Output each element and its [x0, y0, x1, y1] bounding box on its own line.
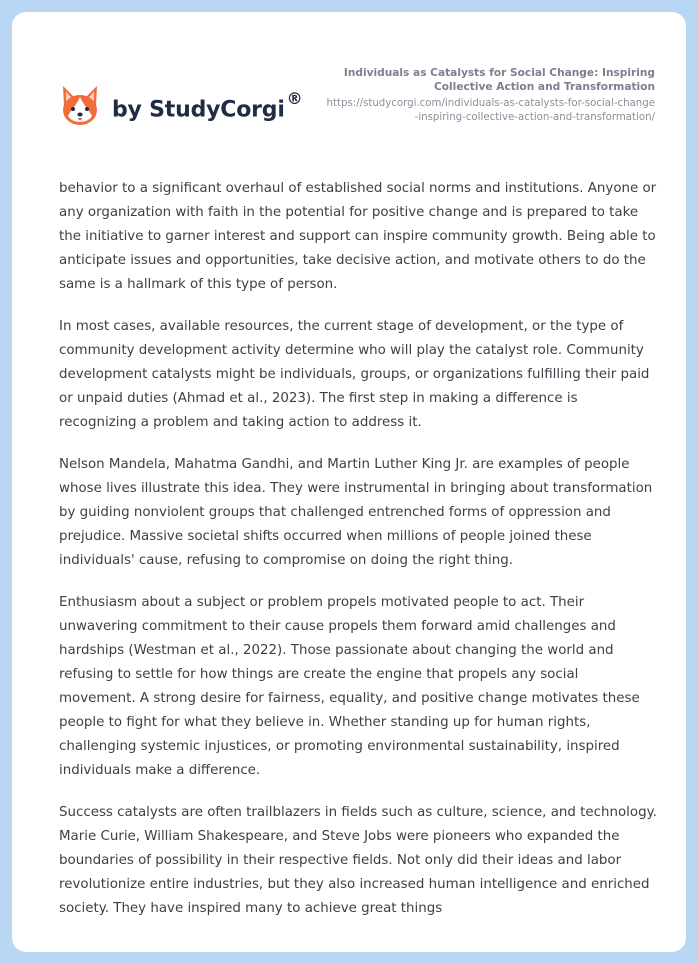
document-page — [12, 12, 686, 952]
paragraph: Success catalysts are often trailblazers in fields such as culture, science, and technology. Marie Curie, William Shakespeare, and Steve Jobs were pioneers who expanded the boundaries of possibility in their respective fields. Not only did their ideas and labor revolutionize entire industries, but they also increased human intelligence and enriched society. They have inspired many to achieve great things — [59, 805, 657, 916]
registered-mark: ® — [286, 89, 303, 109]
document-meta — [325, 66, 655, 124]
paragraph: behavior to a significant overhaul of established social norms and institutions. Anyone or any organization with faith in the potential for positive change and is prepared to take the initiative to garner interest and support can inspire community growth. Being able to anticipate issues and opportunities, take decisive action, and motivate others to do the same is a hallmark of this type of person. — [59, 181, 657, 292]
essay-body — [59, 177, 659, 939]
studycorgi-logo[interactable] — [60, 76, 302, 136]
document-title: Individuals as Catalysts for Social Change: Inspiring Collective Action and Transformation — [343, 67, 655, 93]
paragraph: Nelson Mandela, Mahatma Gandhi, and Martin Luther King Jr. are examples of people whose lives illustrate this idea. They were instrumental in bringing about transformation by guiding nonviolent groups that challenged entrenched forms of oppression and prejudice. Massive societal shifts occurred when millions of people joined these individuals' cause, refusing to compromise on doing the right thing. — [59, 457, 653, 568]
paragraph: Enthusiasm about a subject or problem propels motivated people to act. Their unwavering commitment to their cause propels them forward amid challenges and hardships (Westman et al., 2022). Those passionate about changing the world and refusing to settle for how things are create the engine that propels any social movement. A strong desire for fairness, equality, and positive change motivates these people to fight for what they believe in. Whether standing up for human rights, challenging systemic injustices, or promoting environmental sustainability, inspired individuals make a difference. — [59, 595, 640, 778]
brand-name: by StudyCorgi ® — [112, 89, 303, 123]
corgi-logo-icon — [60, 84, 100, 128]
paragraph: In most cases, available resources, the current stage of development, or the type of community development activity determine who will play the catalyst role. Community development catalysts might be individuals, groups, or organizations fulfilling their paid or unpaid duties (Ahmad et al., 2023). The first step in making a difference is recognizing a problem and taking action to address it. — [59, 319, 650, 430]
document-url[interactable]: https://studycorgi.com/individuals-as-catalysts-for-social-change-inspiring-collective-action-and-transformation/ — [326, 98, 655, 123]
